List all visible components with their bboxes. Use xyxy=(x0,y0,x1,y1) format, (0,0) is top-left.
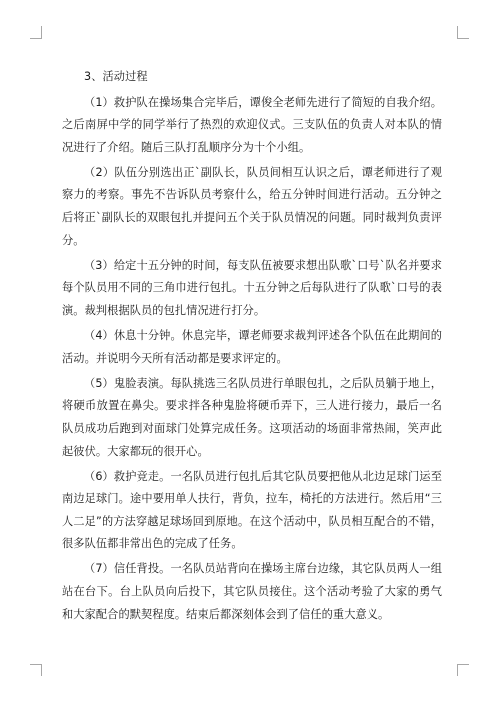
paragraph-7: （7）信任背投。一名队员站背向在操场主席台边缘，其它队员两人一组站在台下。台上队员向后投下，其它队员接住。这个活动考验了大家的勇气和大家配合的默契程度。结束后都深刻体会到了信任的重大意义。 xyxy=(62,562,442,621)
section-heading: 3、活动过程 xyxy=(84,70,148,83)
crop-mark-top-left-vertical xyxy=(41,26,42,38)
crop-mark-top-right-horizontal xyxy=(457,38,469,39)
document-body xyxy=(62,66,442,629)
paragraph-2: （2）队伍分别选出正`副队长，队员间相互认识之后，谭老师进行了观察力的考察。事先不告诉队员考察什么，给五分钟时间进行活动。五分钟之后将正`副队长的双眼包扎并提问五个关于队员情况的问题。同时裁判负责评分。 xyxy=(62,165,442,247)
paragraph-5: （5）鬼脸表演。每队挑选三名队员进行单眼包扎，之后队员躺于地上，将硬币放置在鼻尖。要求拌各种鬼脸将硬币弄下，三人进行接力，最后一名队员成功后跑到对面球门处算完成任务。这项活动的场面非常热闹，笑声此起彼伏。大家都玩的很开心。 xyxy=(62,376,442,458)
crop-mark-top-left-horizontal xyxy=(30,38,42,39)
crop-mark-bottom-right-vertical xyxy=(457,664,458,676)
paragraph-4: （4）休息十分钟。休息完毕，谭老师要求裁判评述各个队伍在此期间的活动。并说明今天所有活动都是要求评定的。 xyxy=(62,329,442,365)
paragraph-1: （1）救护队在操场集合完毕后，谭俊全老师先进行了简短的自我介绍。之后南屏中学的同学举行了热烈的欢迎仪式。三支队伍的负责人对本队的情况进行了介绍。随后三队打乱顺序分为十个小组。 xyxy=(62,95,442,154)
crop-mark-top-right-vertical xyxy=(457,26,458,38)
crop-mark-bottom-right-horizontal xyxy=(457,664,469,665)
paragraph-6: （6）救护竞走。一名队员进行包扎后其它队员要把他从北边足球门运至南边足球门。途中要用单人扶行，背负，拉车，椅托的方法进行。然后用“三人二足”的方法穿越足球场回到原地。在这个活动中，队员相互配合的不错，很多队伍都非常出色的完成了任务。 xyxy=(62,469,442,551)
crop-mark-bottom-left-vertical xyxy=(41,664,42,676)
paragraph-3: （3）给定十五分钟的时间，每支队伍被要求想出队歌`口号`队名并要求每个队员用不同的三角巾进行包扎。十五分钟之后每队进行了队歌`口号的表演。裁判根据队员的包扎情况进行打分。 xyxy=(62,258,442,317)
